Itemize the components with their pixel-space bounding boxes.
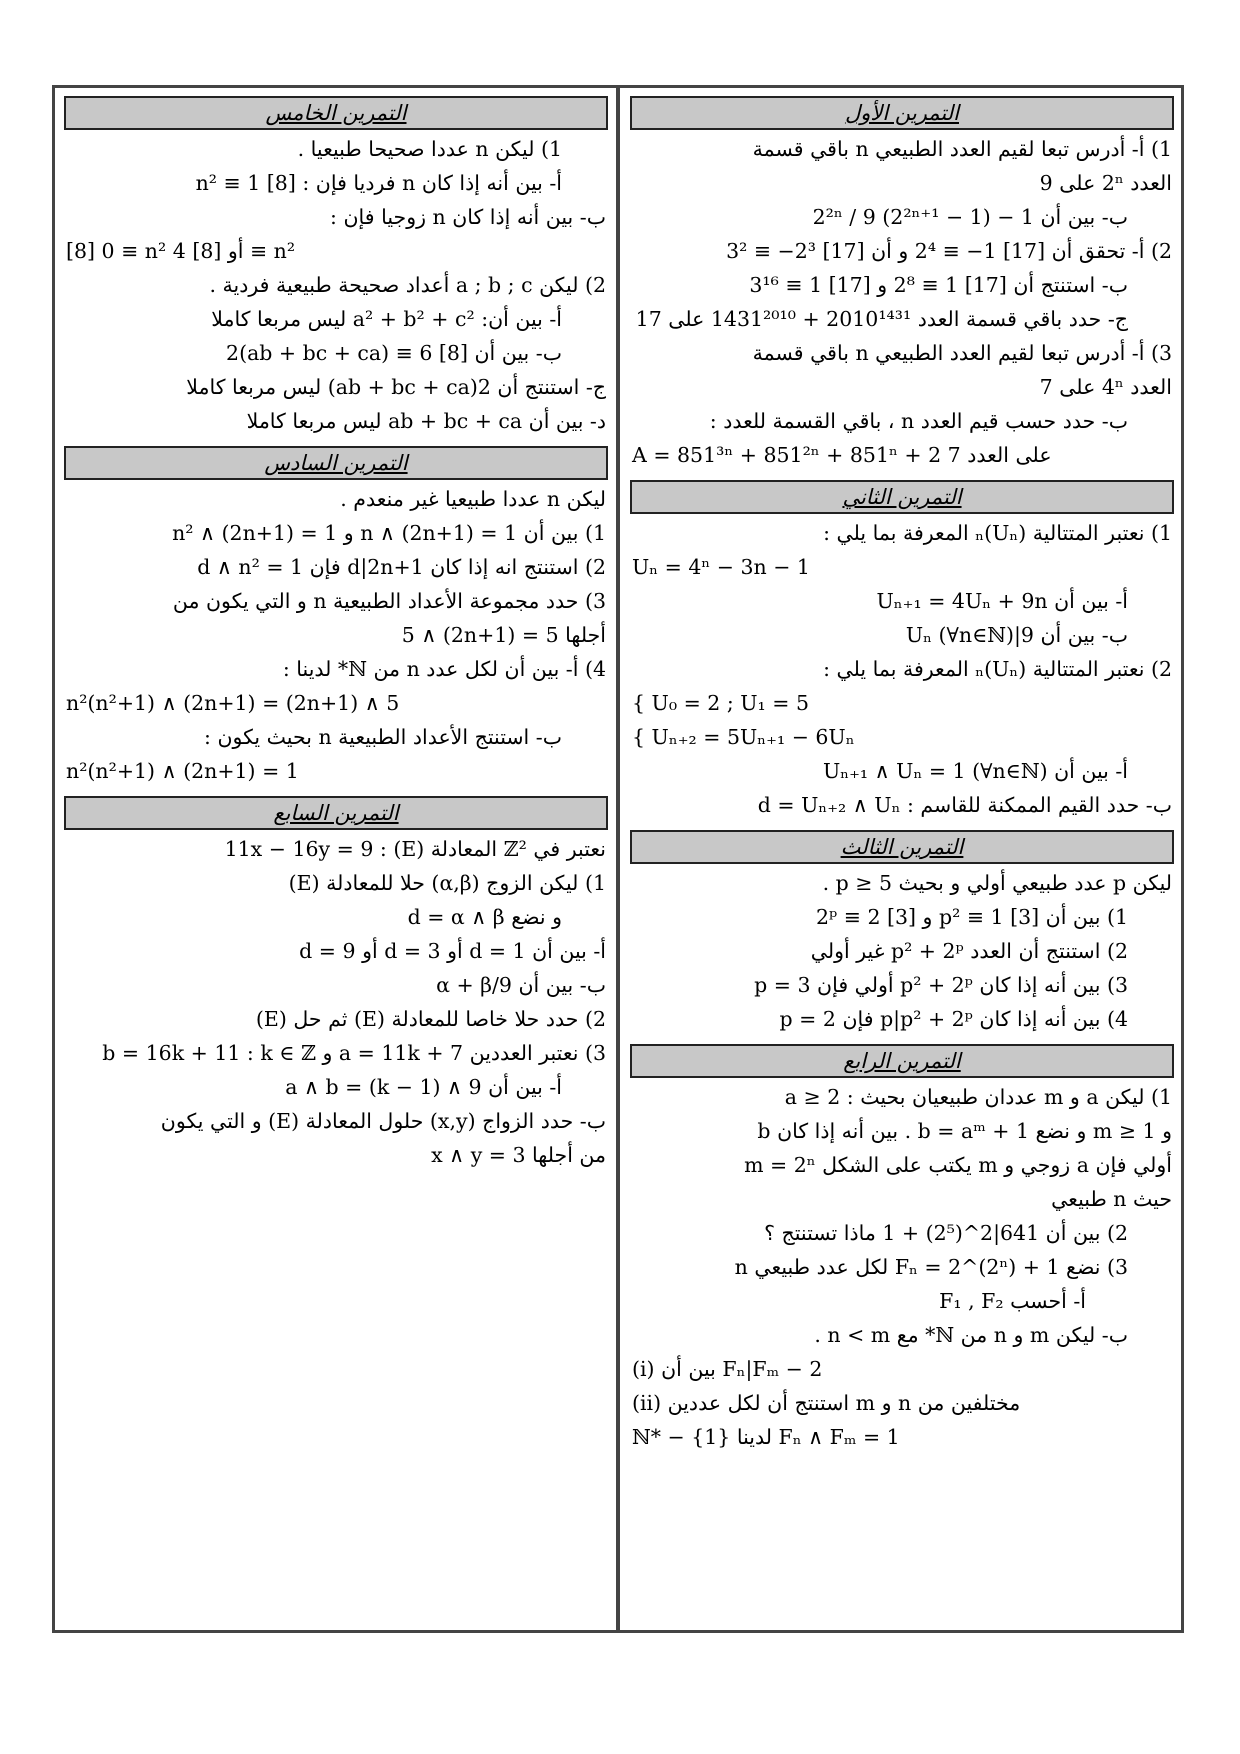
exercise-line: [8] 0 ≡ n² أو [8] 4 ≡ n² (66, 239, 296, 263)
exercise-line: من أجلها x ∧ y = 3 (431, 1143, 606, 1167)
exercise-line: العدد 4ⁿ على 7 (1039, 375, 1172, 399)
exercise-line: أ- بين أن Uₙ₊₁ ∧ Uₙ = 1 (∀n∈ℕ) (822, 759, 1128, 783)
exercise-line: 1) أ- أدرس تبعا لقيم العدد الطبيعي n باقي قسمة (752, 137, 1172, 161)
exercise-line: ليكن p عدد طبيعي أولي و بحيث p ≥ 5 . (822, 871, 1172, 895)
exercise-line: و نضع d = α ∧ β (407, 905, 562, 929)
exercise-line: ب- حدد حسب قيم العدد n ، باقي القسمة للعدد : (709, 409, 1128, 433)
exercise-line: أ- أحسب F₁ , F₂ (939, 1289, 1086, 1313)
exercise-line: 2) استنتج أن العدد p² + 2ᵖ غير أولي (810, 939, 1128, 963)
exercise-line: أ- بين أن a ∧ b = (k − 1) ∧ 9 (285, 1075, 562, 1099)
exercise-line: 3) بين أنه إذا كان p² + 2ᵖ أولي فإن p = 3 (754, 973, 1128, 997)
exercise-line: Uₙ = 4ⁿ − 3n − 1 (632, 555, 810, 579)
exercise-line: العدد 2ⁿ على 9 (1039, 171, 1172, 195)
exercise-line: 2) أ- تحقق أن [17] 1− ≡ 2⁴ و أن [17] 2³− ≡ 3² (726, 239, 1172, 263)
left-column (62, 92, 610, 1176)
exercise-line: { U₀ = 2 ; U₁ = 5 (632, 691, 809, 715)
exercise-line: و m ≥ 1 و نضع b = aᵐ + 1 . بين أنه إذا كان b (757, 1119, 1172, 1143)
exercise-line: 4) بين أنه إذا كان p|p² + 2ᵖ فإن p = 2 (779, 1007, 1128, 1031)
exercise-line: { Uₙ₊₂ = 5Uₙ₊₁ − 6Uₙ (632, 725, 855, 749)
exercise-line: 3) حدد مجموعة الأعداد الطبيعية n و التي يكون من (172, 589, 606, 613)
exercise-line: أولي فإن a زوجي و m يكتب على الشكل m = 2ⁿ (744, 1153, 1172, 1177)
exercise-line: 3) نعتبر العددين a = 11k + 7 و b = 16k + 11 : k ∈ ℤ (102, 1041, 606, 1065)
exercise-line: 3) أ- أدرس تبعا لقيم العدد الطبيعي n باقي قسمة (752, 341, 1172, 365)
exercise-line: 1) ليكن n عددا صحيحا طبيعيا . (297, 137, 562, 161)
exercise-line: ب- بين أنه إذا كان n زوجيا فإن : (330, 205, 606, 229)
exercise-line: ب- بين أن [8] 6 ≡ (ab + bc + ca)2 (226, 341, 562, 365)
exercise-title: التمرين الرابع (630, 1044, 1174, 1078)
exercise-line: 1) نعتبر المتتالية (Uₙ)ₙ المعرفة بما يلي : (823, 521, 1172, 545)
exercise-line: ℕ* − {1} لدينا Fₙ ∧ Fₘ = 1 (632, 1425, 900, 1449)
exercise-line: 2) حدد حلا خاصا للمعادلة (E) ثم حل (E) (255, 1007, 606, 1031)
exercise-line: نعتبر في ℤ² المعادلة (E) : 11x − 16y = 9 (224, 837, 606, 861)
column-divider (616, 85, 620, 1633)
exercise-line: (i) بين أن Fₙ|Fₘ − 2 (632, 1357, 823, 1381)
exercise-line: أ- بين أن d = 1 أو d = 3 أو d = 9 (299, 939, 606, 963)
exercise-title: التمرين السابع (64, 796, 608, 830)
exercise-line: 2) استنتج انه إذا كان d|2n+1 فإن d ∧ n² = 1 (197, 555, 606, 579)
exercise-line: ليكن n عددا طبيعيا غير منعدم . (340, 487, 606, 511)
exercise-title: التمرين الأول (630, 96, 1174, 130)
exercise-line: n²(n²+1) ∧ (2n+1) = 1 (66, 759, 299, 783)
exercise-line: ب- بين أن 9/α + β (436, 973, 606, 997)
exercise-line: ب- بين أن 9|Uₙ (∀n∈ℕ) (905, 623, 1128, 647)
exercise-line: 2) ليكن a ; b ; c أعداد صحيحة طبيعية فردية . (209, 273, 606, 297)
exercise-line: 4) أ- بين أن لكل عدد n من ℕ* لدينا : (282, 657, 606, 681)
exercise-line: ب- ليكن m و n من ℕ* مع n < m . (814, 1323, 1128, 1347)
exercise-line: ج- حدد باقي قسمة العدد 2010¹⁴³¹ + 1431²⁰¹⁰ على 17 (635, 307, 1128, 331)
exercise-title: التمرين الخامس (64, 96, 608, 130)
exercise-line: n²(n²+1) ∧ (2n+1) = (2n+1) ∧ 5 (66, 691, 400, 715)
exercise-line: 3) نضع Fₙ = 2^(2ⁿ) + 1 لكل عدد طبيعي n (734, 1255, 1128, 1279)
exercise-line: أ- بين أن Uₙ₊₁ = 4Uₙ + 9n (876, 589, 1128, 613)
exercise-line: 1) بين أن n ∧ (2n+1) = 1 و n² ∧ (2n+1) = 1 (172, 521, 606, 545)
exercise-line: (ii) استنتج أن لكل عددين m و n مختلفين من (632, 1391, 1021, 1415)
exercise-line: A = 851³ⁿ + 851²ⁿ + 851ⁿ + 2 على العدد 7 (632, 443, 1052, 467)
exercise-line: 1) بين أن [3] 1 ≡ p² و [3] 2 ≡ 2ᵖ (815, 905, 1128, 929)
exercise-line: ب- حدد القيم الممكنة للقاسم : d = Uₙ₊₂ ∧ Uₙ (757, 793, 1172, 817)
exercise-line: 2) نعتبر المتتالية (Uₙ)ₙ المعرفة بما يلي : (823, 657, 1172, 681)
exercise-line: أ- بين أنه إذا كان n فرديا فإن : [8] 1 ≡ n² (195, 171, 562, 195)
exercise-title: التمرين الثاني (630, 480, 1174, 514)
exercise-line: 2) بين أن 641|2^(2⁵) + 1 ماذا تستنتج ؟ (764, 1221, 1128, 1245)
exercise-line: ب- استنتج أن [17] 1 ≡ 2⁸ و [17] 1 ≡ 3¹⁶ (749, 273, 1128, 297)
exercise-line: د- بين أن ab + bc + ca ليس مربعا كاملا (246, 409, 606, 433)
exercise-line: أجلها 5 = (2n+1) ∧ 5 (401, 623, 606, 647)
exercise-line: 1) ليكن a و m عددان طبيعيان بحيث : a ≥ 2 (784, 1085, 1172, 1109)
exercise-line: حيث n طبيعي (1051, 1187, 1172, 1211)
exercise-title: التمرين السادس (64, 446, 608, 480)
right-column (628, 92, 1176, 1458)
exercise-line: ج- استنتج أن 2(ab + bc + ca) ليس مربعا كاملا (186, 375, 606, 399)
exercise-line: أ- بين أن: a² + b² + c² ليس مربعا كاملا (211, 307, 562, 331)
exercise-line: ب- استنتج الأعداد الطبيعية n بحيث يكون : (204, 725, 562, 749)
exercise-line: ب- حدد الزواج (x,y) حلول المعادلة (E) و التي يكون (160, 1109, 606, 1133)
exercise-line: ب- بين أن 1 − (2²ⁿ⁺¹ − 1) 2²ⁿ / 9 (812, 205, 1128, 229)
exercise-title: التمرين الثالث (630, 830, 1174, 864)
exercise-line: 1) ليكن الزوج (α,β) حلا للمعادلة (E) (288, 871, 606, 895)
